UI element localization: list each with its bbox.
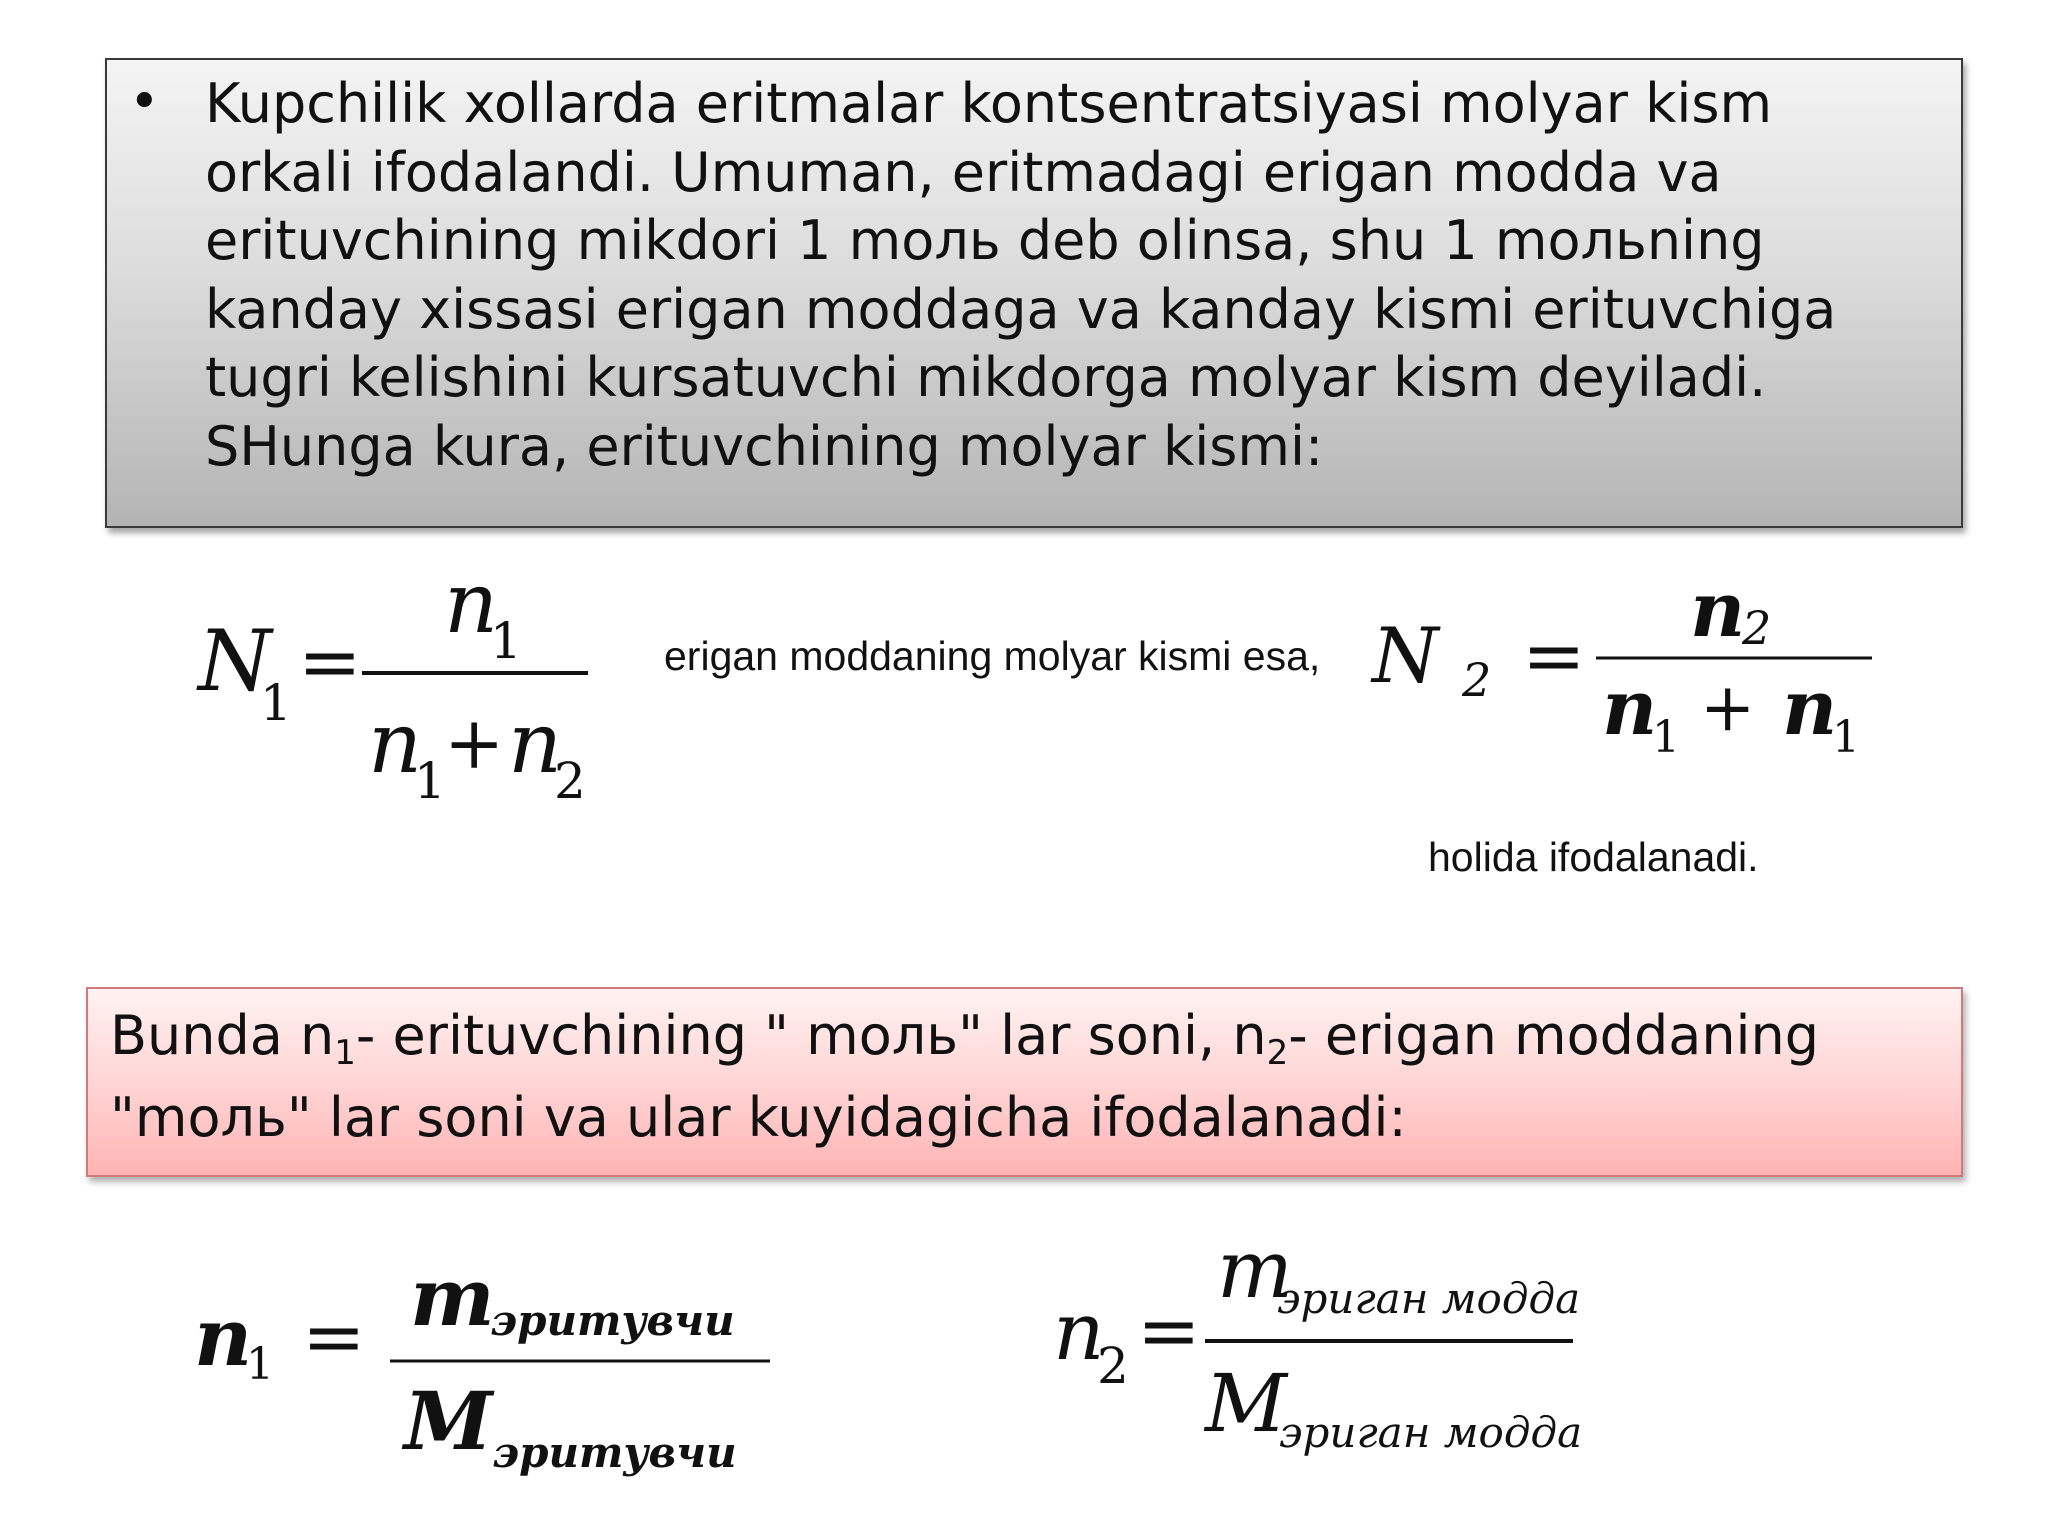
subscript-1: 1 [334, 1033, 356, 1073]
explanation-text-part: - erituvchining " moль" lar soni, n [355, 1004, 1267, 1067]
denominator-term-2-subscript: 1 [1832, 712, 1860, 763]
formula-lhs: N [1372, 611, 1439, 700]
formula-n2-molar-fraction [1370, 565, 1890, 770]
denominator-molar-mass: M [1205, 1357, 1287, 1450]
subscript-2: 2 [1266, 1033, 1289, 1073]
numerator-mass: m [410, 1250, 495, 1344]
formula-lhs-subscript: 1 [260, 674, 292, 732]
denominator-molar-mass: M [404, 1374, 493, 1468]
formula-lhs: n [1053, 1285, 1105, 1378]
equals-sign: = [1522, 611, 1586, 700]
numerator: n [444, 554, 499, 652]
numerator-mass: m [1217, 1223, 1293, 1316]
numerator-subscript: 2 [1742, 601, 1772, 655]
explanation-text-part: Bunda n [110, 1004, 335, 1067]
formula-n1-molar-fraction [190, 554, 610, 810]
explanation-line-1 [110, 1001, 1819, 1071]
equals-sign: = [298, 617, 362, 706]
denominator-term-1-subscript: 1 [1652, 712, 1680, 763]
formula-lhs: N [198, 612, 272, 710]
denominator-term-1: n [368, 694, 423, 792]
denominator-term-2: n [1782, 663, 1838, 752]
denominator-term-1: n [1602, 663, 1658, 752]
caption-erigan-modda: erigan moddaning molyar kismi esa, [664, 633, 1321, 679]
explanation-line-2: "moль" lar soni va ular kuyidagicha ifodalanadi: [110, 1086, 1407, 1149]
bullet-point: • [129, 72, 160, 132]
numerator: n [1690, 565, 1746, 654]
denominator-term-2-subscript: 2 [554, 752, 586, 810]
explanation-text-part: - erigan moddaning [1288, 1004, 1820, 1067]
caption-holida-ifodalanadi: holida ifodalanadi. [1428, 834, 1759, 880]
equals-sign: = [302, 1292, 366, 1381]
numerator-subscript: эритувчи [490, 1296, 735, 1345]
definition-paragraph: Kupchilik xollarda eritmalar kontsentratsiyasi molyar kism orkali ifodalandi. Umuman, eritmadagi erigan modda va erituvchining mikdori 1 moль deb olinsa, shu 1 moльning kanday xissasi erigan moddaga va kanday kismi erituvchiga tugri kelishini kursatuvchi mikdorga molyar kism deyiladi. SHunga kura, erituvchining molyar kismi: [205, 72, 1837, 478]
plus-sign: + [1700, 669, 1756, 746]
formula-n2-moles [1045, 1223, 1605, 1475]
formula-lhs-subscript: 1 [246, 1339, 274, 1390]
explanation-text-box [86, 987, 1963, 1177]
formula-lhs: n [194, 1290, 253, 1384]
definition-text-box [105, 58, 1963, 528]
denominator-term-1-subscript: 1 [414, 752, 446, 810]
numerator-subscript: 1 [490, 612, 522, 670]
denominator-subscript: эриган модда [1279, 1408, 1583, 1457]
formula-lhs-subscript: 2 [1462, 653, 1492, 707]
numerator-subscript: эриган модда [1277, 1274, 1581, 1323]
denominator-subscript: эритувчи [492, 1428, 737, 1477]
denominator-term-2: n [508, 694, 563, 792]
formula-n1-moles [190, 1245, 790, 1485]
plus-sign: + [444, 701, 505, 785]
formula-lhs-subscript: 2 [1097, 1337, 1129, 1395]
equals-sign: = [1137, 1286, 1201, 1375]
